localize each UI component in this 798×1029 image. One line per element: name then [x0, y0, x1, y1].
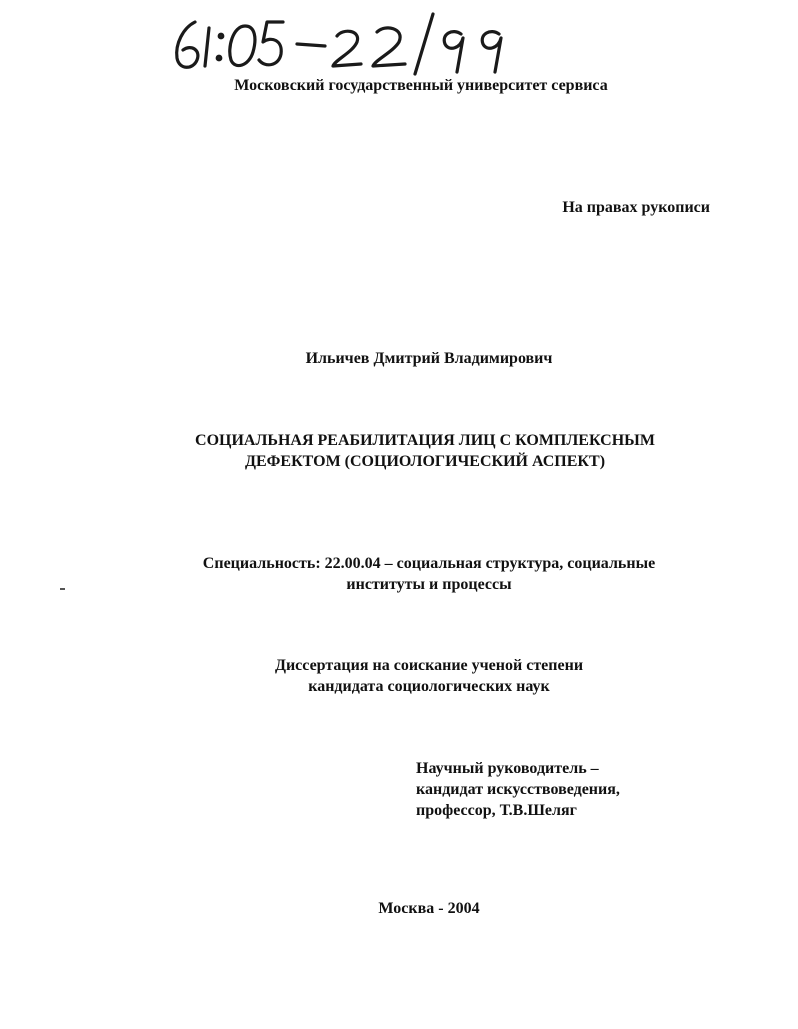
specialty — [30, 553, 798, 595]
title-line-1: СОЦИАЛЬНАЯ РЕАБИЛИТАЦИЯ ЛИЦ С КОМПЛЕКСНЫМ — [195, 432, 655, 449]
specialty-line-1: Специальность: 22.00.04 – социальная структура, социальные — [202, 555, 656, 572]
title-line-2: ДЕФЕКТОМ (СОЦИОЛОГИЧЕСКИЙ АСПЕКТ) — [244, 453, 606, 470]
author-name: Ильичев Дмитрий Владимирович — [305, 350, 553, 367]
advisor-line-2: кандидат искусствоведения, — [416, 781, 620, 798]
advisor-line-3: профессор, Т.В.Шеляг — [416, 802, 577, 819]
specialty-line-2: институты и процессы — [346, 576, 512, 593]
scientific-advisor — [416, 758, 620, 821]
dissertation-title — [26, 430, 798, 472]
handwritten-code — [165, 8, 545, 78]
city-year: Москва - 2004 — [378, 900, 480, 917]
degree-line-1: Диссертация на соискание ученой степени — [274, 657, 584, 674]
manuscript-note: На правах рукописи — [562, 199, 710, 216]
advisor-line-1: Научный руководитель – — [416, 760, 599, 777]
degree-line-2: кандидата социологических наук — [308, 678, 550, 695]
university-name: Московский государственный университет сервиса — [234, 77, 608, 94]
degree-statement — [30, 655, 798, 697]
scan-speck — [60, 588, 65, 590]
